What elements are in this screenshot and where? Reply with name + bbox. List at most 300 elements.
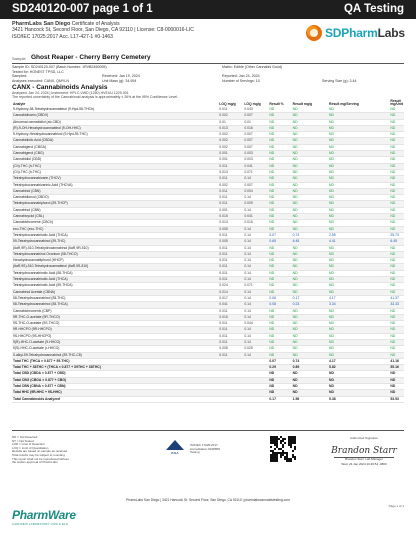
table-cell: 0.011 (218, 195, 243, 201)
table-cell: ND (328, 157, 389, 163)
table-cell: ND (268, 188, 291, 194)
sample-id: Sample ID: SD240120-007 (Batch Number: 1RVB2450095) (12, 65, 107, 69)
table-cell: 0.14 (243, 295, 268, 301)
table-cell: 0.14 (243, 239, 268, 245)
table-cell: ND (292, 264, 328, 270)
table-cell: ND (268, 201, 291, 207)
reported: Reported: Jan 24, 2024 (222, 74, 260, 79)
table-cell: ND (328, 176, 389, 182)
table-cell: ND (389, 138, 404, 144)
table-cell: 0.14 (243, 339, 268, 345)
footnote: NT = Not Tested (12, 438, 34, 443)
table-cell: 0.044 (243, 321, 268, 327)
table-cell: 0.007 (243, 144, 268, 150)
table-cell: ND (268, 125, 291, 131)
table-cell: 0.07 (268, 358, 291, 364)
table-cell: 0.011 (218, 308, 243, 314)
table-cell: 41.37 (389, 295, 404, 301)
table-cell: ND (268, 321, 291, 327)
table-cell: ND (389, 289, 404, 295)
table-cell: ND (292, 384, 328, 390)
table-cell: ND (328, 144, 389, 150)
table-cell: ND (389, 277, 404, 283)
table-cell: 0.14 (243, 352, 268, 358)
table-cell: ND (268, 390, 291, 396)
table-cell: 0.011 (218, 107, 243, 113)
logo-icon (306, 25, 322, 41)
table-cell: Total THC + δ8THC + (THCA × 0.877 + δ9THC + δ8THC) (12, 365, 218, 371)
table-cell: 0.011 (218, 333, 243, 339)
table-cell: 0.002 (218, 113, 243, 119)
table-cell: 0.06 (268, 295, 291, 301)
table-cell: ND (268, 214, 291, 220)
table-cell: 9(R)-HHC-O-acetate (9-HHCO) (12, 339, 218, 345)
table-cell: 0.024 (218, 283, 243, 289)
serving-size: Serving Size (g): 3.44 (322, 78, 357, 83)
table-cell: ND (328, 188, 389, 194)
table-cell: 0.011 (218, 352, 243, 358)
table-cell: ND (292, 352, 328, 358)
table-cell: ND (328, 169, 389, 175)
table-cell: 4.17 (328, 295, 389, 301)
table-cell: 1.56 (292, 396, 328, 402)
table-cell: ND (389, 169, 404, 175)
signature-date: Wed, 24 Jan 2024 10:49:54 -0800 (341, 462, 387, 467)
table-cell: 4.17 (328, 358, 389, 364)
table-cell: 0.007 (243, 182, 268, 188)
table-cell: 0.14 (243, 333, 268, 339)
table-cell: ND (268, 289, 291, 295)
table-cell: ND (328, 321, 389, 327)
table-cell: ND (292, 339, 328, 345)
footer-address: PharmLabs San Diego | 3421 Hancock St, Second Floor, San Diego, CA 92110 | pharmlabscannabistesting.com (126, 498, 290, 502)
table-cell: ND (389, 283, 404, 289)
table-cell: ND (292, 346, 328, 352)
footer (12, 436, 404, 526)
table-cell: ND (328, 346, 389, 352)
table-cell: ND (389, 390, 404, 396)
table-cell: ND (292, 321, 328, 327)
table-cell: 0.17 (268, 396, 291, 402)
table-cell: 0.14 (243, 245, 268, 251)
table-cell: Cannabicyclol (CBL) (12, 214, 218, 220)
table-cell (243, 396, 268, 402)
table-cell: ND (268, 151, 291, 157)
footnote: Total results may be subject to rounding (12, 452, 65, 457)
table-cell: ND (292, 277, 328, 283)
document-header-bar (0, 0, 416, 19)
iso-line: Testing (190, 450, 200, 455)
table-cell: ND (328, 352, 389, 358)
table-cell: Tetrahydrocannabivarin (THCV) (12, 176, 218, 182)
footnote: This report shall not be reproduced without (12, 456, 69, 461)
table-cell: 5.38 (328, 396, 389, 402)
footnote: Results are based on sample as received (12, 449, 68, 454)
table-cell: (R)-9-OH-Hexahydrocannabinol (9-OH-HHC) (12, 125, 218, 131)
table-cell: δ8-Tetrahydrocannabinol (δ8-THC) (12, 295, 218, 301)
table-cell: 9(S)-HHC-O-acetate (r-HHCO) (12, 346, 218, 352)
table-cell: 0.74 (292, 232, 328, 238)
lab-address: 3421 Hancock St, Second Floor, San Diego, CA 92110 | License: C8-0000016-LIC (12, 27, 194, 34)
table-cell: ND (328, 182, 389, 188)
table-cell: ND (268, 245, 291, 251)
table-cell: 0.007 (243, 132, 268, 138)
table-cell: 25.73 (389, 232, 404, 238)
table-cell: 0.011 (218, 270, 243, 276)
table-cell: Cannabigerol (CBG) (12, 151, 218, 157)
table-cell: 9-Hydroxy-Hexahydrocannabinol (9-Hyd-δ9-THC) (12, 132, 218, 138)
table-cell: 0.002 (218, 144, 243, 150)
table-cell: ND (268, 264, 291, 270)
total-row (12, 396, 404, 402)
table-cell: 0.007 (243, 138, 268, 144)
table-cell: ND (292, 327, 328, 333)
table-cell: Tetrahydrocannabinolic Acid (δ8-THCA) (12, 270, 218, 276)
lab-name: PharmLabs San Diego (12, 21, 71, 27)
table-cell: 0.14 (243, 232, 268, 238)
table-cell: ND (328, 226, 389, 232)
table-cell: ND (389, 176, 404, 182)
table-cell: 0.01 (218, 119, 243, 125)
table-cell: ND (268, 352, 291, 358)
table-cell: 0.011 (218, 339, 243, 345)
table-cell: 0.14 (243, 207, 268, 213)
table-cell: ND (389, 151, 404, 157)
col-lod: LOQ mg/g (219, 102, 236, 107)
table-cell: 0.015 (218, 314, 243, 320)
table-cell: ND (389, 251, 404, 257)
table-cell: 0.041 (243, 163, 268, 169)
table-cell: ND (292, 138, 328, 144)
table-cell: 0.005 (218, 226, 243, 232)
canx-analyzed: Analyzed: Jan 24, 2024 | Instrument: HPLC-VWD (1260) HVEUU 1229-001 (12, 91, 129, 95)
table-cell: ND (268, 371, 291, 377)
table-cell: ND (292, 151, 328, 157)
matrix: Matrix: Edible (Other Cannabis Good) (222, 65, 283, 69)
table-cell: ND (268, 176, 291, 182)
table-cell: ND (268, 119, 291, 125)
table-cell: ND (292, 144, 328, 150)
iso-line: ISO/IEC 17025:2017 (190, 443, 218, 447)
table-cell: ND (328, 113, 389, 119)
footnote: the written approval of PharmLabs (12, 460, 58, 465)
table-cell: 0.013 (218, 220, 243, 226)
table-cell: ND (389, 245, 404, 251)
table-cell: Cannabidiol (CBD) (12, 157, 218, 163)
table-cell: 0.011 (218, 163, 243, 169)
table-cell: ND (389, 201, 404, 207)
table-cell: ND (389, 314, 404, 320)
table-cell: 0.001 (218, 207, 243, 213)
col-analyte: Analyte (13, 102, 26, 107)
table-cell: ND (328, 289, 389, 295)
table-cell: ND (268, 107, 291, 113)
table-cell: exo-THC (exo-THC) (12, 226, 218, 232)
table-cell: ND (389, 384, 404, 390)
table-cell: ND (268, 308, 291, 314)
table-cell: 53.53 (389, 396, 404, 402)
table-cell: ND (389, 195, 404, 201)
table-cell: ND (292, 201, 328, 207)
table-cell: ND (292, 125, 328, 131)
table-cell: 0.14 (243, 251, 268, 257)
table-cell: Total Cannabinoids Analyzed (12, 396, 218, 402)
table-cell: ND (292, 308, 328, 314)
table-cell: 0.014 (218, 289, 243, 295)
table-cell: ND (268, 220, 291, 226)
table-cell: 0.08 (268, 302, 291, 308)
table-cell: ND (292, 377, 328, 383)
table-cell: ND (268, 314, 291, 320)
table-cell: ND (292, 258, 328, 264)
lab-header (12, 21, 404, 51)
table-cell: ND (328, 214, 389, 220)
table-cell: ND (292, 207, 328, 213)
footnote: LOD = Limit of Detection (12, 442, 45, 447)
table-cell: δ-alkyl-δ9-Tetrahydrocannabinol (δ9-THC-C8) (12, 352, 218, 358)
table-cell: 0.016 (243, 125, 268, 131)
table-cell: 0.004 (243, 188, 268, 194)
table-cell: 33.33 (389, 302, 404, 308)
table-cell: Tetrahydrocannabinol Oxonium (δ8-THCO) (12, 251, 218, 257)
col-loq: LOQ mg/g (244, 102, 261, 107)
table-cell: ND (268, 144, 291, 150)
table-cell: ND (292, 333, 328, 339)
table-cell: Cannabigerol (CBGA) (12, 144, 218, 150)
table-cell: ND (292, 188, 328, 194)
canx-uncertainty: The reported uncertainty of the Cannabinoid analysis is approximately ± 26% at the 95% Confidence Level. (12, 95, 178, 100)
table-cell: 0.003 (243, 151, 268, 157)
table-cell: ND (328, 270, 389, 276)
table-cell: ND (328, 277, 389, 283)
table-cell: ND (268, 277, 291, 283)
table-cell: ND (328, 333, 389, 339)
table-cell: ND (389, 220, 404, 226)
signer-name: Brandon Starr, Lab Manager (345, 457, 383, 462)
table-cell: 0.011 (218, 176, 243, 182)
table-cell: ND (328, 258, 389, 264)
table-cell: 0.65 (268, 239, 291, 245)
analyses: Analyses executed: CANX, QMYLN (12, 78, 69, 83)
table-cell: ND (268, 270, 291, 276)
table-cell: ND (268, 195, 291, 201)
table-cell: ND (268, 113, 291, 119)
sdpharmlabs-logo (306, 24, 404, 44)
qa-label: QA Testing (343, 3, 404, 15)
table-cell: ND (328, 207, 389, 213)
table-cell: 9R-THC-O-acetate (9R-THCO) (12, 314, 218, 320)
table-cell: ND (389, 157, 404, 163)
table-cell: Total CBN (CBNA × 0.877 + CBN) (12, 384, 218, 390)
table-cell: 0.011 (218, 245, 243, 251)
table-cell: ND (389, 107, 404, 113)
table-cell: ND (328, 163, 389, 169)
table-cell: 0.002 (218, 138, 243, 144)
table-cell: ND (292, 113, 328, 119)
authorized-signature-block (324, 436, 404, 467)
table-cell: 0.011 (218, 232, 243, 238)
table-cell: ND (292, 169, 328, 175)
pjla-accreditation-logo: PJLA (162, 440, 188, 458)
table-cell: 0.14 (243, 302, 268, 308)
table-cell: 0.29 (268, 365, 291, 371)
table-cell: 9S-HHCPO (9S-HHCPO) (12, 333, 218, 339)
table-cell: ND (328, 125, 389, 131)
authorized-label: Authorized Signature (349, 436, 379, 440)
table-cell: 0.011 (218, 264, 243, 270)
table-cell: 0.14 (243, 264, 268, 270)
table-cell: 0.071 (243, 283, 268, 289)
table-cell: ND (268, 207, 291, 213)
table-cell: Cannabinol (CBN) (12, 188, 218, 194)
table-cell: 0.14 (243, 176, 268, 182)
signature: Brandon Starr (331, 446, 397, 456)
table-cell: ND (389, 119, 404, 125)
table-cell: ND (328, 327, 389, 333)
table-cell: Cannabidivarin (CBDV) (12, 113, 218, 119)
tested-for: Tested for: HONEST TPSD, LLC (12, 69, 64, 74)
table-cell: ND (292, 226, 328, 232)
table-cell: Cannabidiorcol (CBDO) (12, 195, 218, 201)
table-cell: Tetrahydrocannabinolic Acid (THCA) (12, 277, 218, 283)
table-cell: ND (268, 377, 291, 383)
table-cell: (6aR,9R)-δ10-Tetrahydrocannabinol (6aR,9R-δ10) (12, 245, 218, 251)
sample-label: Sample (12, 56, 26, 61)
table-cell: ND (389, 226, 404, 232)
table-cell: ND (389, 214, 404, 220)
table-cell: ND (268, 339, 291, 345)
table-cell: 0.14 (243, 277, 268, 283)
table-cell: Tetrahydrocannabinolic Acid (δ9-THCA) (12, 283, 218, 289)
table-cell: ND (292, 182, 328, 188)
table-cell: 5.82 (328, 365, 389, 371)
col-result-mgg: Result mg/g (292, 102, 313, 107)
table-cell: ND (328, 201, 389, 207)
table-cell: ND (389, 182, 404, 188)
table-cell: ND (328, 264, 389, 270)
col-result-unit: Result mg/Unit (390, 98, 403, 107)
table-cell: ND (389, 308, 404, 314)
table-cell: ND (292, 270, 328, 276)
table-cell: ND (292, 176, 328, 182)
table-cell: ND (292, 157, 328, 163)
table-cell: 0.011 (218, 258, 243, 264)
table-cell: ND (268, 384, 291, 390)
table-cell: 0.011 (218, 188, 243, 194)
table-cell: Hexahydrocannabiphorol (HHCP) (12, 258, 218, 264)
table-cell: 0.071 (243, 169, 268, 175)
table-cell: 0.011 (218, 251, 243, 257)
table-cell: ND (292, 289, 328, 295)
table-cell: ND (328, 371, 389, 377)
table-cell: 0.14 (243, 226, 268, 232)
table-cell: 0.013 (218, 169, 243, 175)
table-cell: 0.14 (243, 195, 268, 201)
table-cell: ND (292, 314, 328, 320)
table-cell: ND (328, 314, 389, 320)
table-cell: ND (268, 283, 291, 289)
table-cell: ND (268, 163, 291, 169)
table-cell: (Ch)-THC (h-THC) (12, 163, 218, 169)
table-cell: ND (328, 220, 389, 226)
col-result-serving: Result mg/Serving (329, 102, 359, 107)
table-cell: Tetrahydrocannabiphorol (δ9-THCP) (12, 201, 218, 207)
table-cell: 0.017 (218, 295, 243, 301)
table-cell: 0.015 (243, 220, 268, 226)
col-result-pct: Result % (269, 102, 284, 107)
table-cell: ND (292, 245, 328, 251)
table-cell: Tetrahydrocannabinolic Acid (THCA) (12, 232, 218, 238)
table-cell: ND (328, 339, 389, 345)
iso-line: Accreditation #108658 (190, 446, 220, 451)
table-cell: ND (389, 371, 404, 377)
table-cell: 0.013 (218, 125, 243, 131)
table-cell: ND (389, 346, 404, 352)
table-cell: ND (328, 195, 389, 201)
table-cell: ND (328, 377, 389, 383)
table-cell: ND (389, 258, 404, 264)
table-header-row (12, 98, 404, 107)
table-cell: 0.005 (218, 239, 243, 245)
table-cell: ND (389, 144, 404, 150)
table-cell: ND (292, 214, 328, 220)
table-cell: 0.011 (218, 201, 243, 207)
divider (12, 430, 404, 431)
table-cell: 0.002 (218, 182, 243, 188)
table-cell: ND (268, 226, 291, 232)
table-cell: 0.007 (243, 113, 268, 119)
qr-code-icon[interactable] (270, 436, 296, 462)
table-cell: 6.45 (389, 239, 404, 245)
footnote: ND = Not Detected (12, 435, 38, 439)
table-cell: ND (389, 125, 404, 131)
table-cell: ND (389, 132, 404, 138)
lab-iso: ISO/IEC 17025:2017 Acc. L17-427-1 #0-1463 (12, 33, 113, 40)
table-cell: Total HHC (9R-HHC + 9S-HHC) (12, 390, 218, 396)
table-cell: 0.14 (243, 270, 268, 276)
table-cell: 0.14 (243, 327, 268, 333)
table-cell: ND (292, 251, 328, 257)
table-cell: 9R-HHCPO (9R-HHCPO) (12, 327, 218, 333)
table-cell: δ8-Tetrahydrocannabinol (δ8-THCA) (12, 302, 218, 308)
table-cell: 0.14 (243, 258, 268, 264)
table-cell: ND (268, 346, 291, 352)
logo-text: SDPharmLabs (325, 26, 405, 40)
table-cell: Abnormal cannabidiol (ab-CBD) (12, 119, 218, 125)
table-cell: ND (389, 163, 404, 169)
table-cell: δ9-Tetrahydrocannabinol (δ9-THC) (12, 239, 218, 245)
table-cell: ND (292, 220, 328, 226)
table-cell: 0.17 (292, 295, 328, 301)
table-cell: ND (328, 151, 389, 157)
cannabinoid-results-table (12, 98, 404, 403)
sampled: Sampled: (12, 74, 28, 79)
table-cell: ND (389, 327, 404, 333)
table-cell: 0.07 (268, 232, 291, 238)
sample-meta (12, 65, 404, 83)
table-cell: (Ch)-THC (h-THC) (12, 169, 218, 175)
table-cell: ND (268, 333, 291, 339)
table-cell: Cannabinol (CBN) (12, 207, 218, 213)
received: Received: Jan 19, 2024 (102, 74, 140, 79)
table-cell: Cannabichromenic (CBP) (12, 308, 218, 314)
table-cell: Cannabidiolic Acid (CBDA) (12, 138, 218, 144)
coa-label: Certificate of Analysis (70, 21, 120, 27)
table-cell: ND (292, 195, 328, 201)
divider (12, 63, 404, 64)
table-cell: ND (328, 245, 389, 251)
table-cell: ND (328, 251, 389, 257)
